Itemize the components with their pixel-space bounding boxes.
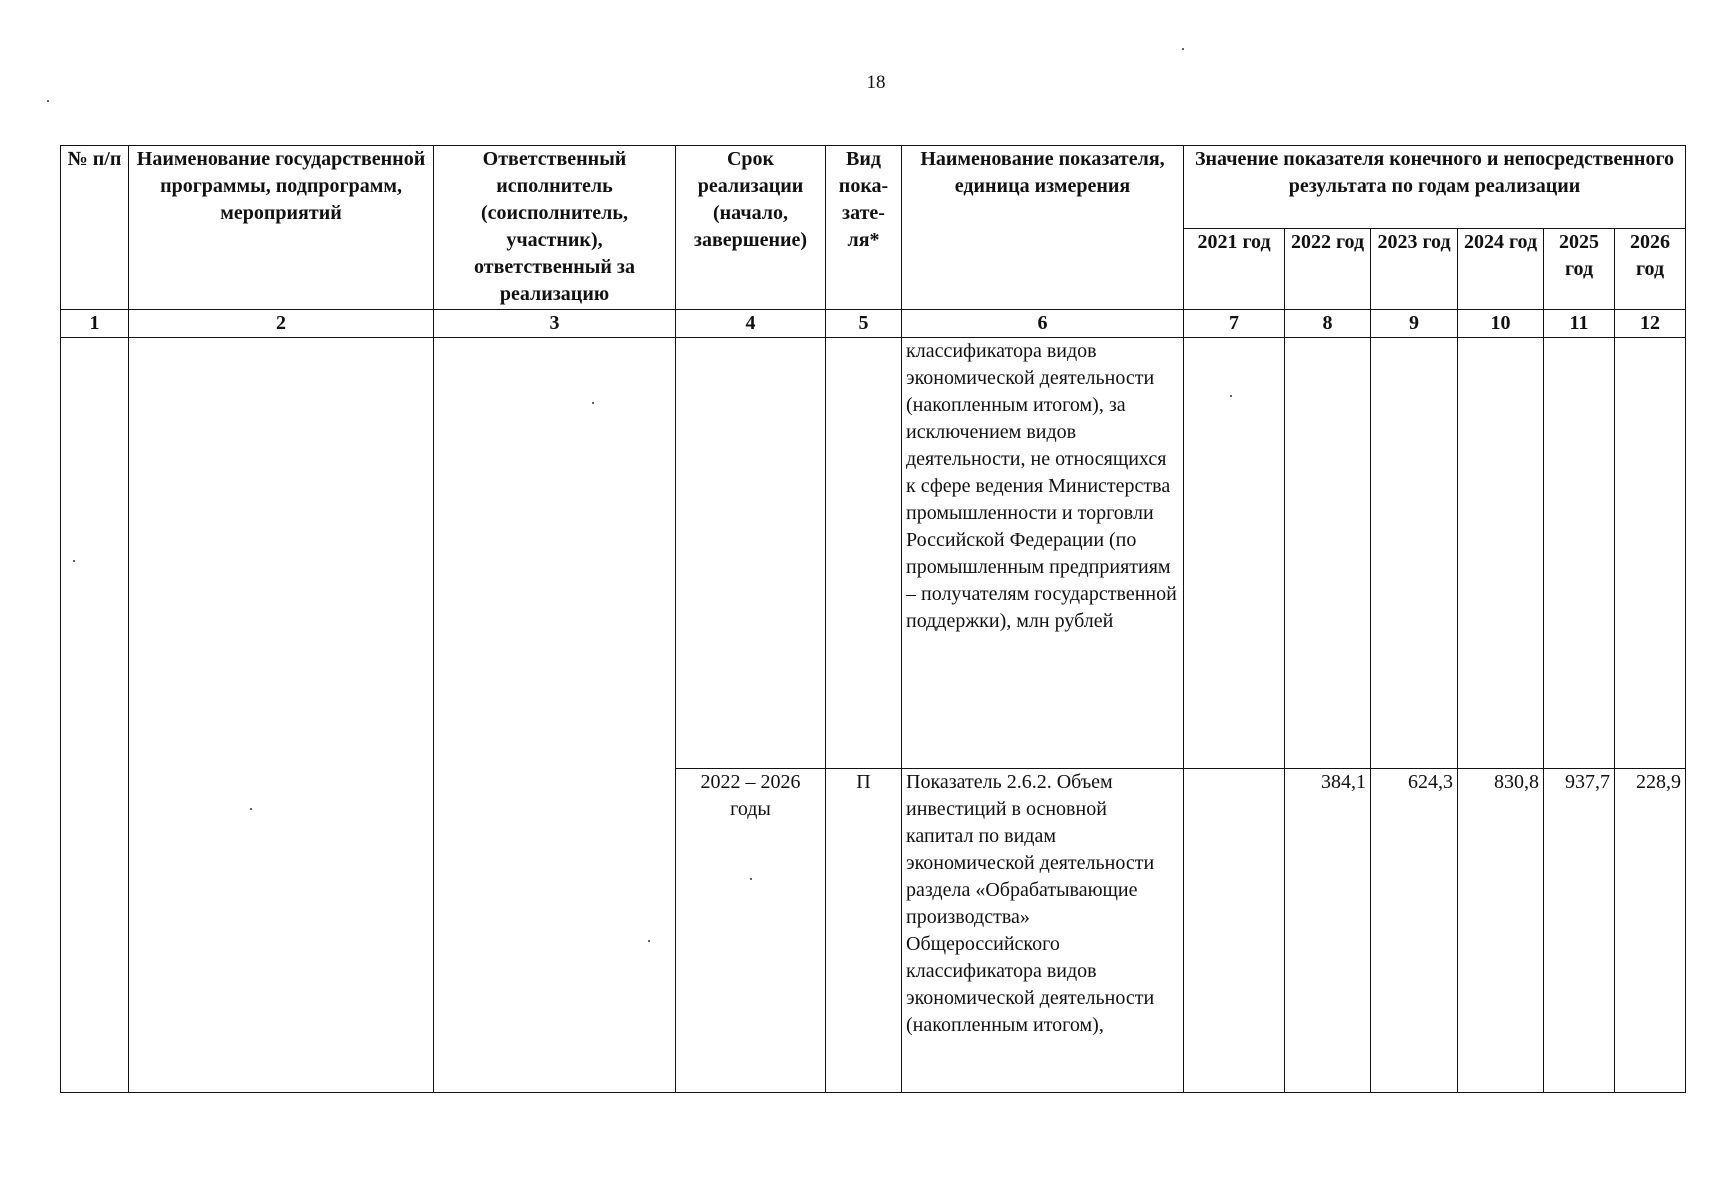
column-number: 2	[129, 310, 434, 338]
value-2024	[1458, 338, 1544, 769]
header-indicator-name: Наименование показателя, единица измерения	[902, 146, 1184, 310]
column-number: 3	[434, 310, 676, 338]
scan-speck	[250, 808, 252, 810]
indicator-name-cell: классификатора видов экономической деятельности (накопленным итогом), за исключением видов деятельности, не относящихся к сфере ведения Министерства промышленности и торговли Российской Федерации (по промышленным предприятиям – получателям государственной поддержки), млн рублей	[902, 338, 1184, 769]
value-2025: 937,7	[1544, 769, 1615, 1093]
scan-speck	[648, 940, 650, 942]
value-2021	[1184, 338, 1285, 769]
header-year-2022: 2022 год	[1285, 229, 1371, 310]
value-2021	[1184, 769, 1285, 1093]
column-number: 8	[1285, 310, 1371, 338]
scan-speck	[73, 560, 75, 562]
scan-speck	[1182, 48, 1184, 50]
column-number: 9	[1371, 310, 1458, 338]
value-2023: 624,3	[1371, 769, 1458, 1093]
scan-speck	[47, 100, 49, 102]
header-year-2021: 2021 год	[1184, 229, 1285, 310]
column-number: 7	[1184, 310, 1285, 338]
column-number: 12	[1615, 310, 1686, 338]
value-2022	[1285, 338, 1371, 769]
value-2022: 384,1	[1285, 769, 1371, 1093]
header-year-2026: 2026 год	[1615, 229, 1686, 310]
header-row-number: № п/п	[61, 146, 129, 310]
header-program-name: Наименование государственной программы, подпрограмм, мероприятий	[129, 146, 434, 310]
scan-speck	[1230, 395, 1232, 397]
header-responsible: Ответственный исполнитель (соисполнитель, участник), ответственный за реализацию	[434, 146, 676, 310]
indicator-type-cell	[826, 338, 902, 769]
page-number: 18	[866, 72, 886, 93]
header-indicator-type: Вид пока-зате-ля*	[826, 146, 902, 310]
program-indicators-table	[60, 145, 1686, 1093]
program-name-cell	[129, 338, 434, 1093]
value-2024: 830,8	[1458, 769, 1544, 1093]
column-number: 10	[1458, 310, 1544, 338]
period-cell: 2022 – 2026 годы	[676, 769, 826, 1093]
indicator-name-cell: Показатель 2.6.2. Объем инвестиций в основной капитал по видам экономической деятельности раздела «Обрабатывающие производства» Общероссийского классификатора видов экономической деятельности (накопленным итогом),	[902, 769, 1184, 1093]
value-2026	[1615, 338, 1686, 769]
table-row	[61, 338, 1686, 769]
value-2026: 228,9	[1615, 769, 1686, 1093]
column-number: 11	[1544, 310, 1615, 338]
header-period: Срок реализации (начало, завершение)	[676, 146, 826, 310]
header-year-2025: 2025 год	[1544, 229, 1615, 310]
header-year-2024: 2024 год	[1458, 229, 1544, 310]
value-2023	[1371, 338, 1458, 769]
scan-speck	[592, 402, 594, 404]
header-values-group: Значение показателя конечного и непосредственного результата по годам реализации	[1184, 146, 1686, 229]
column-number: 1	[61, 310, 129, 338]
column-number: 4	[676, 310, 826, 338]
column-number: 6	[902, 310, 1184, 338]
indicator-type-cell: П	[826, 769, 902, 1093]
scan-speck	[750, 878, 752, 880]
row-number-cell	[61, 338, 129, 1093]
column-number: 5	[826, 310, 902, 338]
value-2025	[1544, 338, 1615, 769]
header-year-2023: 2023 год	[1371, 229, 1458, 310]
period-cell	[676, 338, 826, 769]
responsible-cell	[434, 338, 676, 1093]
